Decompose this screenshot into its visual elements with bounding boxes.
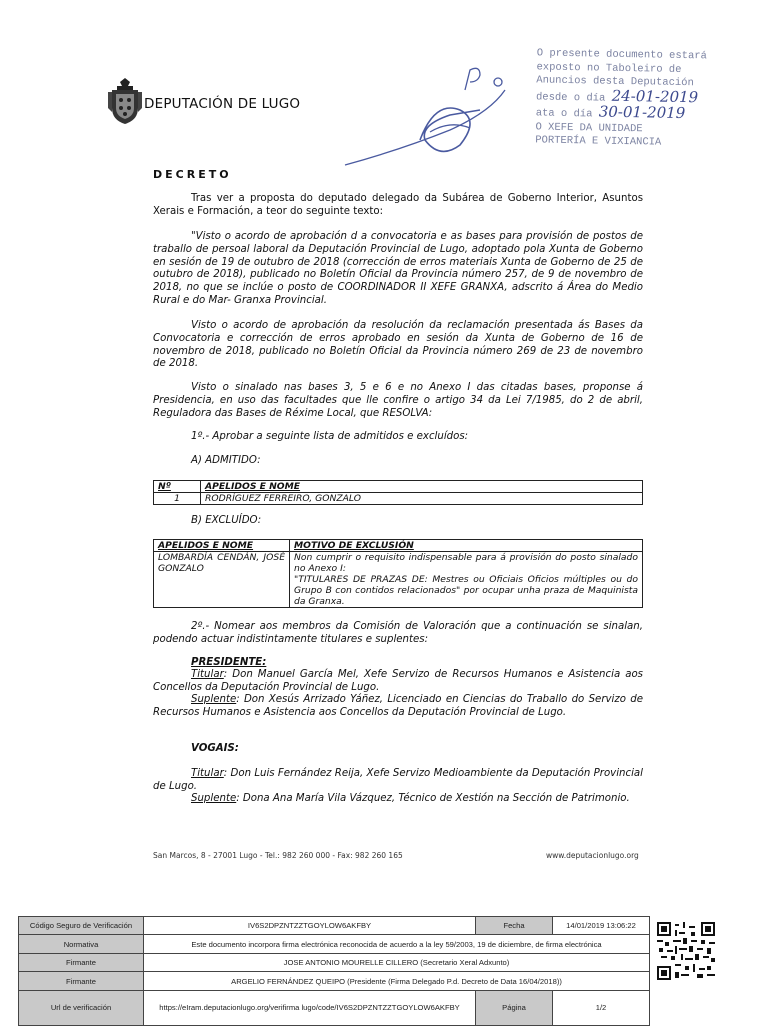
date-label: Fecha [476, 917, 553, 935]
normativa-value: Este documento incorpora firma electrónica reconocida de acuerdo a la ley 59/2003, 19 de diciembre, de firma electrónica [144, 935, 650, 953]
president-titular: Titular: Don Manuel García Mel, Xefe Servizo de Recursos Humanos e Asistencia aos Concellos da Deputación Provincial de Lugo. [153, 669, 643, 693]
verification-qr-code [657, 922, 715, 980]
paragraph-resolva: Visto o sinalado nas bases 3, 5 e 6 e no Anexo I das citadas bases, proponse á Presidencia, en uso das facultades que lle confire o artigo 34 da Lei 7/1985, do 2 de abril, Reguladora das Bases de Réxime Local, que RESOLVA: [153, 382, 643, 419]
handwritten-signature [340, 60, 540, 170]
document-title: DECRETO [153, 168, 232, 181]
firmante-label: Firmante [19, 972, 144, 990]
admitted-header-name: APELIDOS E NOME [201, 481, 643, 493]
stamp-line: Anuncios desta Deputación [536, 74, 694, 90]
csv-value: IV6S2DPZNTZZTGOYLOW6AKFBY [144, 917, 476, 935]
excluded-reason [290, 552, 643, 608]
normativa-label: Normativa [19, 935, 144, 953]
coat-of-arms-logo [108, 78, 142, 124]
president-label: PRESIDENTE: [191, 657, 267, 668]
intro-paragraph: Tras ver a proposta do deputado delegado da Subárea de Goberno Interior, Asuntos Xerais e Formación, a teor do seguinte texto: [153, 193, 643, 217]
stamp-line: O XEFE DA UNIDADE [535, 120, 643, 135]
vogal-suplente: Suplente: Dona Ana María Vila Vázquez, Técnico de Xestión na Sección de Patrimonio. [191, 793, 630, 804]
page-label: Página [476, 990, 553, 1025]
admitted-table [153, 480, 643, 505]
admitted-name: RODRÍGUEZ FERREIRO, GONZALO [201, 493, 643, 505]
firmante-1: JOSE ANTONIO MOURELLE CILLERO (Secretario Xeral Adxunto) [144, 953, 650, 971]
admitted-number: 1 [154, 493, 201, 505]
excluded-header-name: APELIDOS E NOME [154, 540, 290, 552]
footer-address: San Marcos, 8 - 27001 Lugo - Tel.: 982 260 000 - Fax: 982 260 165 [153, 851, 403, 860]
excluded-reason-text: Non cumprir o requisito indispensable para á provisión do posto sinalado no Anexo I: [294, 552, 638, 574]
president-suplente: Suplente: Don Xesús Arrizado Yáñez, Licenciado en Ciencias do Traballo do Servizo de Recursos Humanos e Asistencia aos Concellos da Deputación Provincial de Lugo. [153, 694, 643, 718]
stamp-date-from: desde o día 24-01-2019 [535, 86, 699, 106]
stamp-line: O presente documento estará [536, 47, 708, 63]
csv-label: Código Seguro de Verificación [19, 917, 144, 935]
excluded-label: B) EXCLUÍDO: [191, 515, 262, 526]
table-row [154, 493, 643, 505]
publication-stamp [535, 47, 717, 151]
excluded-reason-detail: "TITULARES DE PRAZAS DE: Mestres ou Oficiais Oficios múltiples ou do Grupo B con contidos relacionados" por ocupar unha praza de Maquinista da Granxa. [294, 574, 638, 607]
vogais-label: VOGAIS: [191, 743, 239, 754]
paragraph-reclamacion: Visto o acordo de aprobación da resolución da reclamación presentada ás Bases da Convocatoria e corrección de erros aprobado en sesión da Xunta de Goberno de 16 de novembro de 2018, publicado no Boletín Oficial da Provincia número 269 de 23 de novembro de 2018. [153, 320, 643, 370]
url-value[interactable]: https://eIram.deputacionlugo.org/verifirma lugo/code/IV6S2DPZNTZZTGOYLOW6AKFBY [144, 990, 476, 1025]
excluded-header-reason: MOTIVO DE EXCLUSIÓN [290, 540, 643, 552]
admitted-label: A) ADMITIDO: [191, 455, 261, 466]
paragraph-convocatoria: "Visto o acordo de aprobación d a convocatoria e as bases para provisión de postos de traballo de persoal laboral da Deputación Provincial de Lugo, adoptado pola Xunta de Goberno en sesión de 19 de outubro de 2018 (corrección de erros materiais Xunta de Goberno de 25 de outubro de 2018), publicado no Boletín Oficial da Provincia número 257, de 9 de novembro de 2018, no que se inclúe o posto de COORDINADOR II XEFE GRANXA, adscrito á Área do Medio Rural e do Mar- Granxa Provincial. [153, 231, 643, 306]
admitted-header-number: Nº [154, 481, 201, 493]
footer-website: www.deputacionlugo.org [546, 851, 639, 860]
firmante-2: ARGELIO FERNÁNDEZ QUEIPO (Presidente (Firma Delegado P.d. Decreto de Data 16/04/2018)) [144, 972, 650, 990]
firmante-label: Firmante [19, 953, 144, 971]
date-value: 14/01/2019 13:06:22 [553, 917, 650, 935]
organization-name: DEPUTACIÓN DE LUGO [144, 96, 301, 112]
table-row [154, 552, 643, 608]
stamp-line: PORTERÍA E VIXIANCIA [535, 134, 662, 149]
point-2: 2º.- Nomear aos membros da Comisión de Valoración que a continuación se sinalan, podendo actuar indistintamente titulares e suplentes: [153, 621, 643, 645]
point-1: 1º.- Aprobar a seguinte lista de admitidos e excluídos: [191, 431, 469, 442]
url-label: Url de verificación [19, 990, 144, 1025]
excluded-name: LOMBARDÍA CENDÁN, JOSÉ GONZALO [154, 552, 290, 608]
page-value: 1/2 [553, 990, 650, 1025]
excluded-table [153, 539, 643, 608]
stamp-line: exposto no Taboleiro de [536, 60, 682, 76]
signature-verification-table [18, 916, 650, 1026]
stamp-date-to: ata o día 30-01-2019 [535, 102, 686, 123]
vogal-titular: Titular: Don Luis Fernández Reija, Xefe Servizo Medioambiente da Deputación Provincial de Lugo. [153, 768, 643, 792]
